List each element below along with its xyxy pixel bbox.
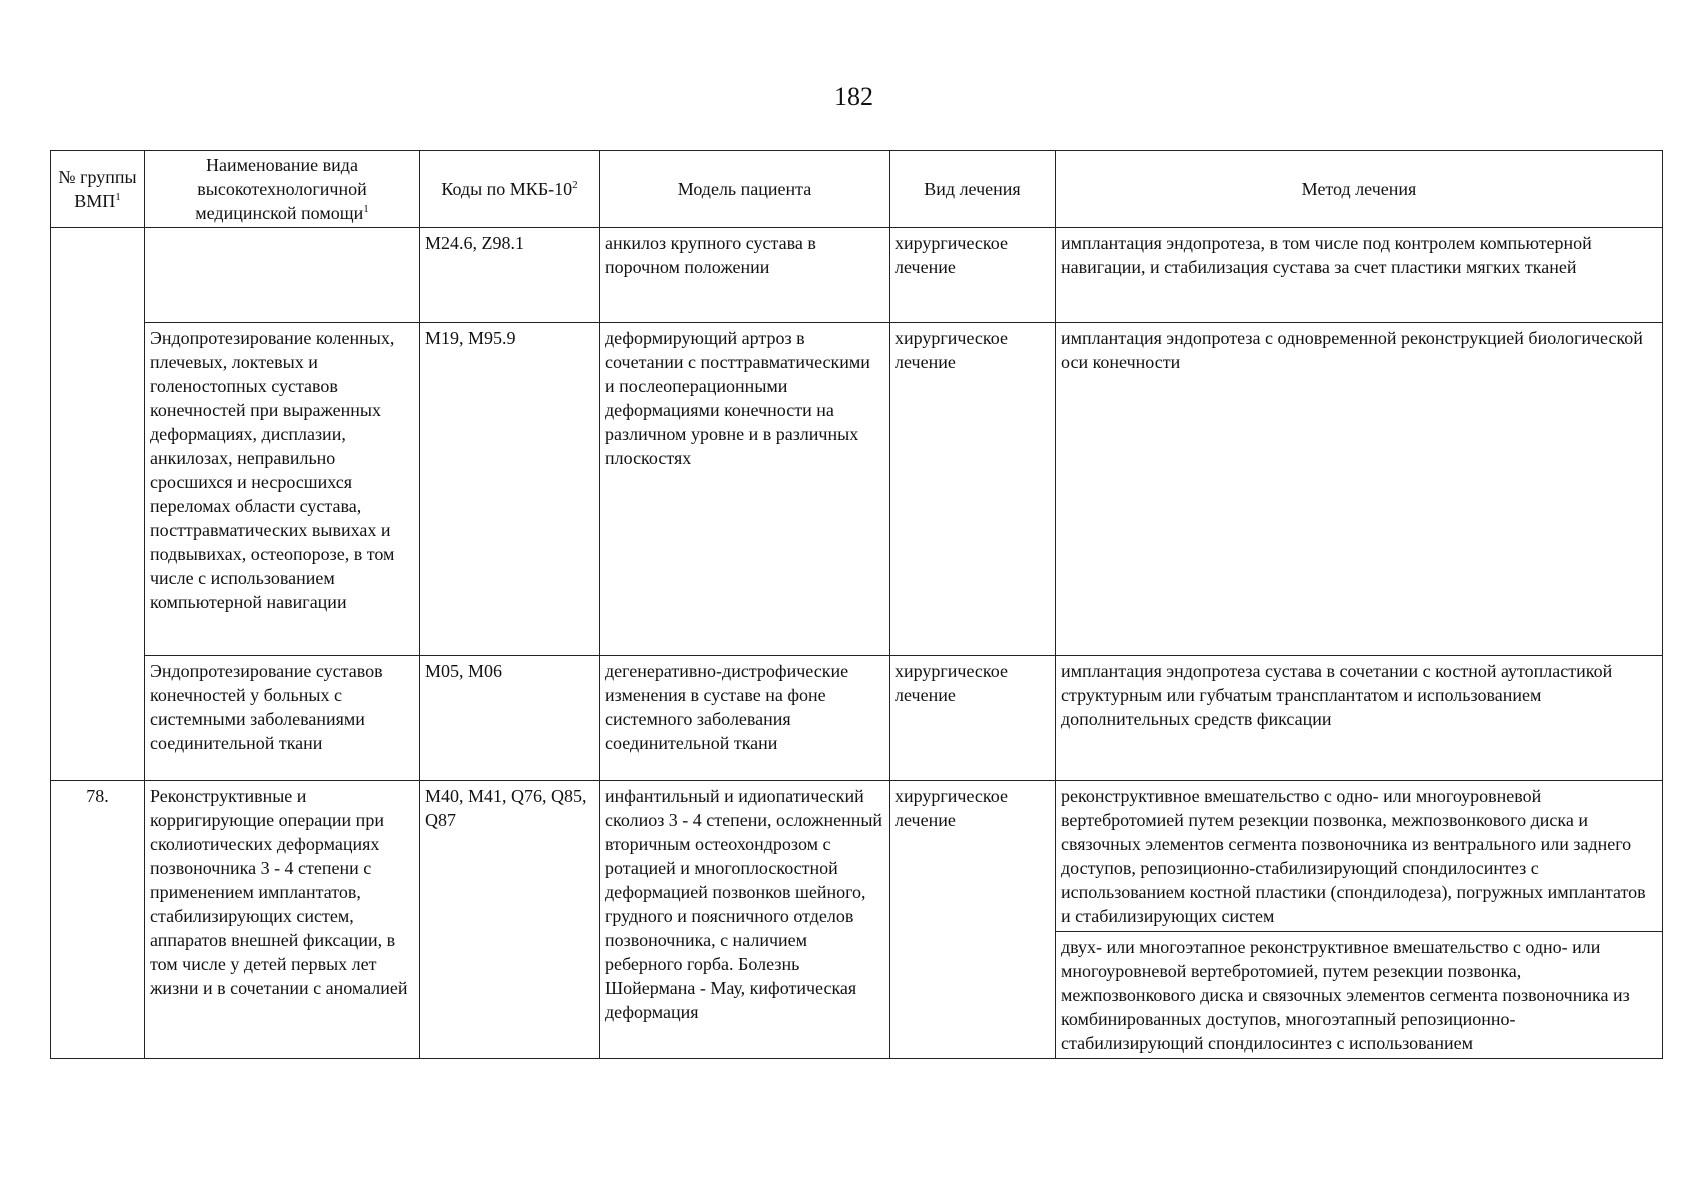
name-cell: Эндопротезирование суставов конечностей у больных с системными заболеваниями соединительной ткани <box>145 656 420 781</box>
header-treatment-type: Вид лечения <box>890 151 1056 228</box>
codes-cell: M40, M41, Q76, Q85, Q87 <box>420 781 600 1059</box>
group-no-cell <box>51 228 145 781</box>
table-row <box>51 323 1663 656</box>
treatment-type-cell: хирургическое лечение <box>890 656 1056 781</box>
page-number: 182 <box>834 82 873 111</box>
patient-model-cell: деформирующий артроз в сочетании с посттравматическими и послеоперационными деформациями конечности на различном уровне и в различных плоскостях <box>600 323 890 656</box>
treatment-type-cell: хирургическое лечение <box>890 323 1056 656</box>
name-cell <box>145 228 420 323</box>
patient-model-cell: анкилоз крупного сустава в порочном положении <box>600 228 890 323</box>
name-cell: Эндопротезирование коленных, плечевых, локтевых и голеностопных суставов конечностей при выраженных деформациях, дисплазии, анкилозах, неправильно сросшихся и несросшихся переломах области сустава, посттравматических вывихах и подвывихах, остеопорозе, в том числе с использованием компьютерной навигации <box>145 323 420 656</box>
treatment-method-cell <box>1056 781 1663 1059</box>
codes-cell: M05, M06 <box>420 656 600 781</box>
table-header-row <box>51 151 1663 228</box>
codes-cell: M19, M95.9 <box>420 323 600 656</box>
header-name: Наименование вида высокотехнологичной медицинской помощи$^1$ <box>145 151 420 228</box>
header-patient-model: Модель пациента <box>600 151 890 228</box>
treatment-type-cell: хирургическое лечение <box>890 781 1056 1059</box>
name-cell: Реконструктивные и корригирующие операции при сколиотических деформациях позвоночника 3 - 4 степени с применением имплантатов, стабилизирующих систем, аппаратов внешней фиксации, в том числе у детей первых лет жизни и в сочетании с аномалией <box>145 781 420 1059</box>
codes-cell: M24.6, Z98.1 <box>420 228 600 323</box>
group-no-cell: 78. <box>51 781 145 1059</box>
treatment-method-cell: имплантация эндопротеза сустава в сочетании с костной аутопластикой структурным или губчатым трансплантатом и использованием дополнительных средств фиксации <box>1056 656 1663 781</box>
patient-model-cell: дегенеративно-дистрофические изменения в суставе на фоне системного заболевания соединительной ткани <box>600 656 890 781</box>
table-row <box>51 781 1663 1059</box>
vmp-table <box>50 150 1663 1059</box>
treatment-type-cell: хирургическое лечение <box>890 228 1056 323</box>
header-treatment-method: Метод лечения <box>1056 151 1663 228</box>
treatment-method-cell: имплантация эндопротеза, в том числе под контролем компьютерной навигации, и стабилизация сустава за счет пластики мягких тканей <box>1056 228 1663 323</box>
header-group-no: № группы ВМП$^1$ <box>51 151 145 228</box>
table-row <box>51 656 1663 781</box>
patient-model-cell <box>600 781 890 1059</box>
table-row <box>51 228 1663 323</box>
treatment-method-item: реконструктивное вмешательство с одно- или многоуровневой вертебротомией путем резекции позвонка, межпозвонкового диска и связочных элементов сегмента позвоночника из вентрального или заднего доступов, репозиционно-стабилизирующий спондилосинтез с использованием костной пластики (спондилодеза), погружных имплантатов и стабилизирующих систем <box>1061 786 1646 926</box>
treatment-method-item: двух- или многоэтапное реконструктивное вмешательство с одно- или многоуровневой вертебротомией, путем резекции позвонка, межпозвонкового диска и связочных элементов сегмента позвоночника из комбинированных доступов, многоэтапный репозиционно-стабилизирующий спондилосинтез с использованием <box>1056 931 1662 1058</box>
treatment-method-cell: имплантация эндопротеза с одновременной реконструкцией биологической оси конечности <box>1056 323 1663 656</box>
patient-model-text: инфантильный и идиопатический сколиоз 3 - 4 степени, осложненный вторичным остеохондрозом с ротацией и многоплоскостной деформацией позвонков шейного, грудного и поясничного отделов позвоночника, с наличием реберного горба. Болезнь Шойермана - Мау, кифотическая деформация <box>605 786 883 1022</box>
header-codes: Коды по МКБ-$10^2$ <box>420 151 600 228</box>
